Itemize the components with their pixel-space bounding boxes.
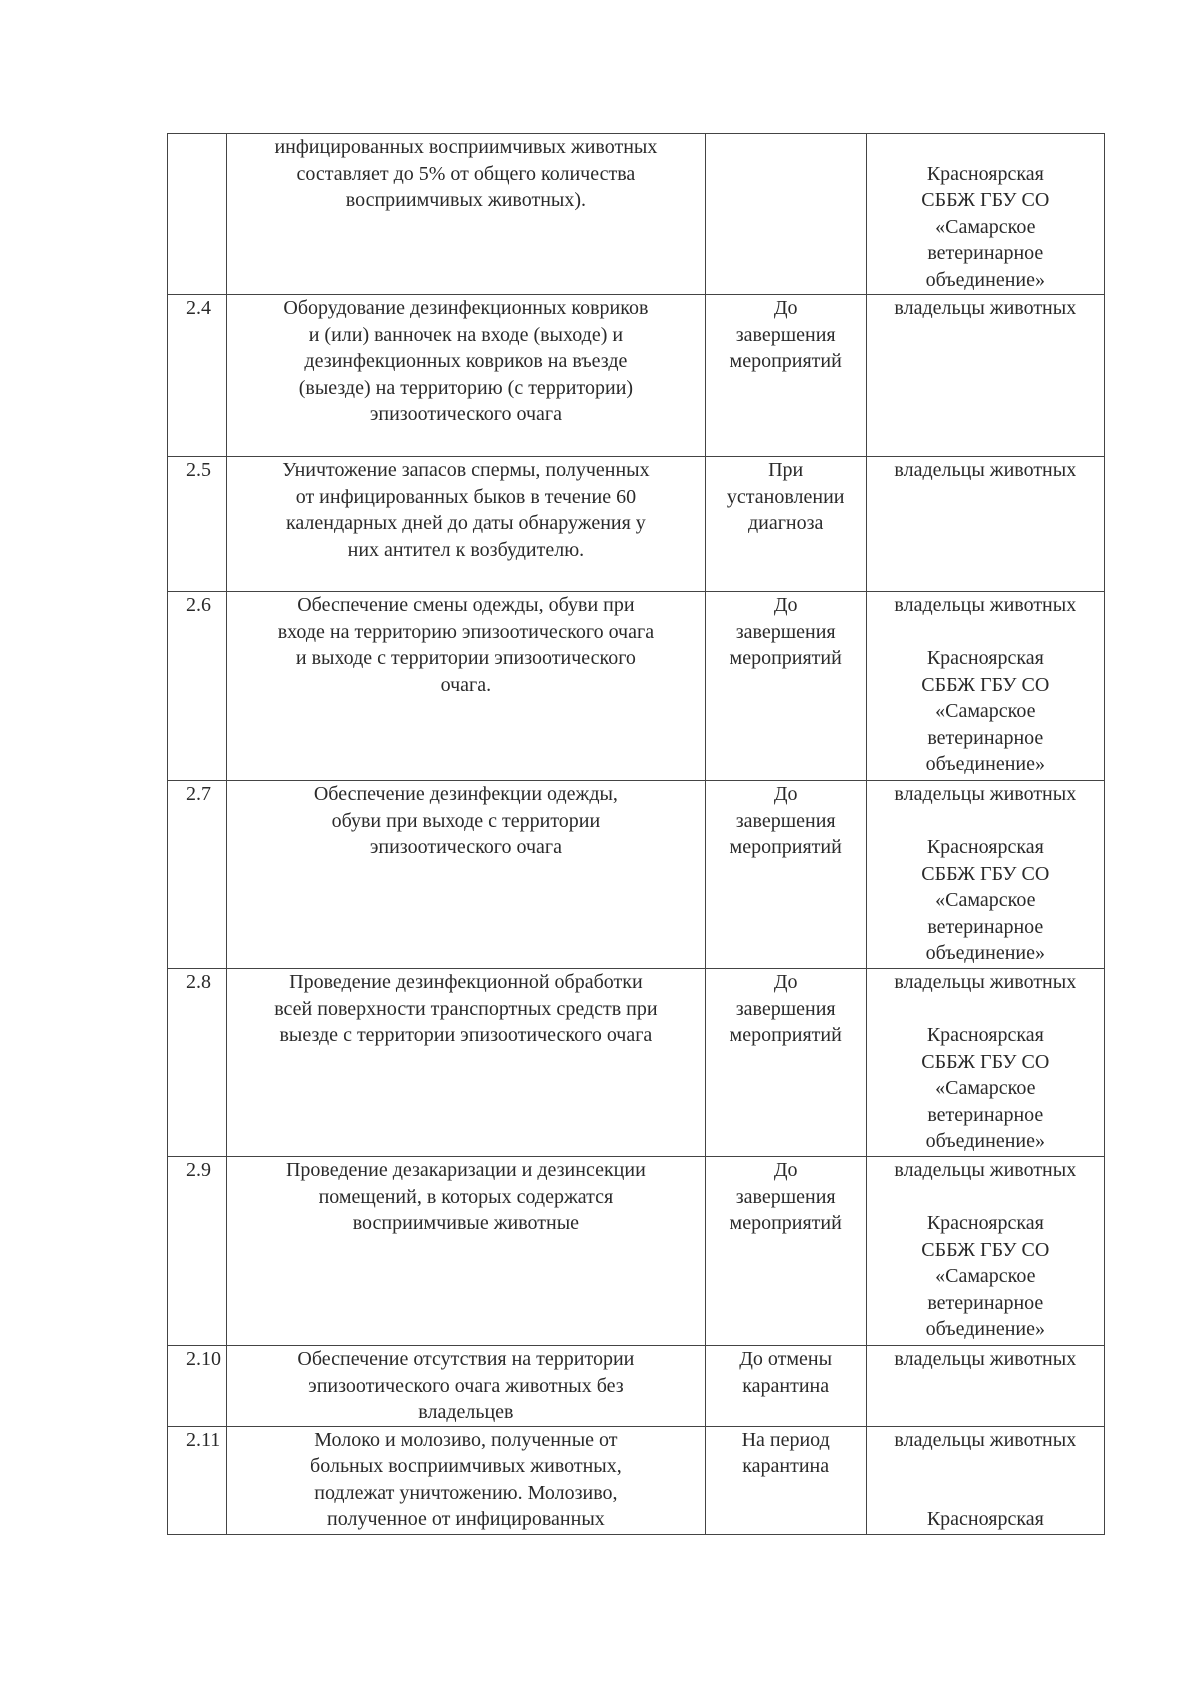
measure-term: На период карантина xyxy=(705,1426,866,1534)
measures-table xyxy=(167,133,1105,1535)
row-number xyxy=(168,134,227,295)
row-number: 2.8 xyxy=(168,969,227,1157)
measure-term: До завершения мероприятий xyxy=(705,781,866,969)
table-row xyxy=(168,457,1105,592)
row-number: 2.4 xyxy=(168,295,227,457)
table-row xyxy=(168,969,1105,1157)
measure-description: Оборудование дезинфекционных ковриков и (или) ванночек на входе (выходе) и дезинфекционных ковриков на въезде (выезде) на территорию (с территории) эпизоотического очага xyxy=(227,295,706,457)
responsible-party: владельцы животных xyxy=(866,457,1104,592)
measure-term: До отмены карантина xyxy=(705,1346,866,1427)
responsible-party: владельцы животных Красноярская СББЖ ГБУ СО «Самарское ветеринарное объединение» xyxy=(866,1157,1104,1346)
measure-description: Уничтожение запасов спермы, полученных от инфицированных быков в течение 60 календарных дней до даты обнаружения у них антител к возбудителю. xyxy=(227,457,706,592)
row-number: 2.5 xyxy=(168,457,227,592)
table-row xyxy=(168,295,1105,457)
measure-term: До завершения мероприятий xyxy=(705,592,866,781)
responsible-party: владельцы животных xyxy=(866,1346,1104,1427)
responsible-party: владельцы животных xyxy=(866,295,1104,457)
measure-description: Обеспечение отсутствия на территории эпизоотического очага животных без владельцев xyxy=(227,1346,706,1427)
measure-description: инфицированных восприимчивых животных составляет до 5% от общего количества восприимчивых животных). xyxy=(227,134,706,295)
table-row xyxy=(168,1346,1105,1427)
measure-description: Обеспечение смены одежды, обуви при входе на территорию эпизоотического очага и выходе с территории эпизоотического очага. xyxy=(227,592,706,781)
row-number: 2.10 xyxy=(168,1346,227,1427)
measure-description: Проведение дезинфекционной обработки всей поверхности транспортных средств при выезде с территории эпизоотического очага xyxy=(227,969,706,1157)
responsible-party: владельцы животных Красноярская СББЖ ГБУ СО «Самарское ветеринарное объединение» xyxy=(866,592,1104,781)
table-row xyxy=(168,134,1105,295)
responsible-party: Красноярская СББЖ ГБУ СО «Самарское ветеринарное объединение» xyxy=(866,134,1104,295)
responsible-party: владельцы животных Красноярская xyxy=(866,1426,1104,1534)
row-number: 2.7 xyxy=(168,781,227,969)
measure-description: Проведение дезакаризации и дезинсекции помещений, в которых содержатся восприимчивые животные xyxy=(227,1157,706,1346)
table-row xyxy=(168,781,1105,969)
table-row xyxy=(168,1157,1105,1346)
row-number: 2.9 xyxy=(168,1157,227,1346)
responsible-party: владельцы животных Красноярская СББЖ ГБУ СО «Самарское ветеринарное объединение» xyxy=(866,781,1104,969)
table-row xyxy=(168,592,1105,781)
measure-term: До завершения мероприятий xyxy=(705,295,866,457)
row-number: 2.11 xyxy=(168,1426,227,1534)
table-row xyxy=(168,1426,1105,1534)
measure-description: Обеспечение дезинфекции одежды, обуви при выходе с территории эпизоотического очага xyxy=(227,781,706,969)
measure-description: Молоко и молозиво, полученные от больных восприимчивых животных, подлежат уничтожению. Молозиво, полученное от инфицированных xyxy=(227,1426,706,1534)
row-number: 2.6 xyxy=(168,592,227,781)
measure-term: При установлении диагноза xyxy=(705,457,866,592)
measure-term: До завершения мероприятий xyxy=(705,969,866,1157)
measure-term: До завершения мероприятий xyxy=(705,1157,866,1346)
responsible-party: владельцы животных Красноярская СББЖ ГБУ СО «Самарское ветеринарное объединение» xyxy=(866,969,1104,1157)
measure-term xyxy=(705,134,866,295)
